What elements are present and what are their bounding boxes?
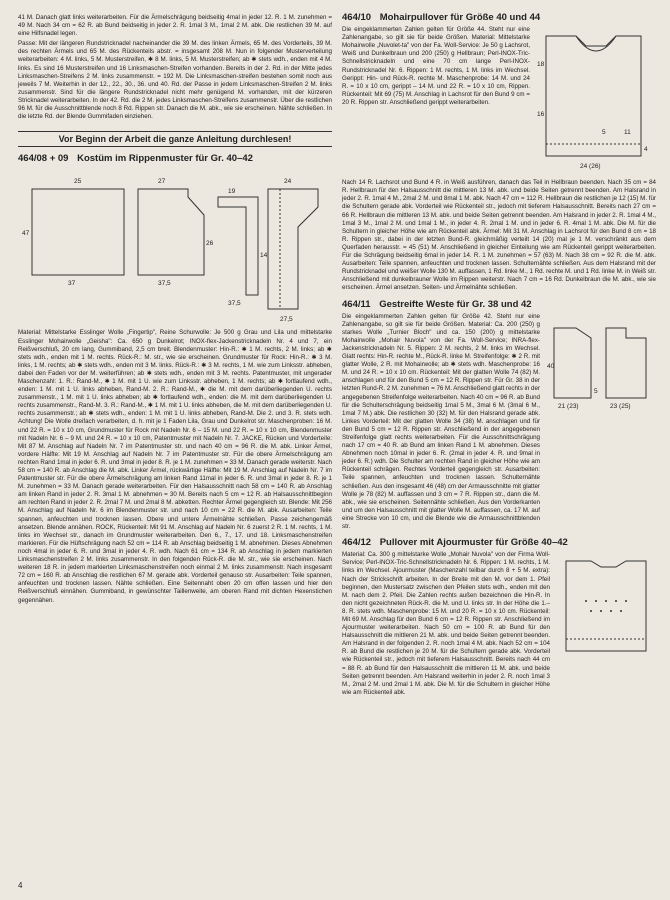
section-code: 464/11 [342, 298, 371, 310]
section-464-11-content [342, 313, 656, 532]
section-464-11-body: Die eingeklammerten Zahlen gelten für Größe 42. Steht nur eine Zahlenangabe, so gilt sie für beide Größen. Material: Ca. 200 (250) g starkes Wolle „Turnier Bloch" und ca. 150 (200) g mittelstarke Mohairwolle „Mohair Nuvola" von der Fa. Woll-Service; INRA-flex-Jackenstricknadeln Nr. 5. Rippen: 2 M. rechts, 2 M. links im Wechsel. Glatt rechts: Hin-R. rechte M., Rück-R. linke M. Streifenfolge: ✱ 2 R. mit glatter Wolle, 2 R. mit Mohairwolle; ab ✱ stets wdh. Maschenprobe: 16 M. und 24 R. = 10 x 10 cm. Rückenteil: Mit der glatten Wolle 74 (82) M. anschlagen und für den Bund 5 cm = 12 R. Rippen str. Für Gr. 38 in der letzten Rund-R. 2 M. zunehmen = 76 M. Anschließend glatt rechts in der angegebenen Streifenfolge weiterarbeiten. Nach 40 cm = 96 R. ab Bund für die Schulterschrägung beidseitig 1mal 5 M., 3mal 6 M. (3mal 6 M., 1mal 7 M.) abk. Die restlichen 30 (32) M. für den Halsrand gerade abk. Linkes Vorderteil: Mit der glatten Wolle 34 (38) M. anschlagen und für den Bund 5 cm = 12 R. Rippen str. Anschließend in der angegebenen Streifenfolge glatt rechts weiterarbeiten. Für die Ausschnittschrägung nach 17 cm = 40 R. ab Bund am linken Rand 1 M. abnehmen. Dieses Abnehmen noch 10mal in jeder 6. R. (2mal in jeder 4. R. und 9mal in jeder 6. R.) wdh. Die Schulter am rechten Rand in gleicher Höhe wie am Rückenteil schrägen. Rechtes Vorderteil gegengleich str. Ausarbeiten: Teile spannen, anfeuchten und trocknen lassen. Schulternähte schließen. Aus den insgesamt 46 (48) cm der Armausschnitte mit glatter Wolle je 78 (82) M. auffassen und 3 cm = 7 R. Rippen str., dann die M. abk., wie sie erscheinen. Seitennähte schließen. Aus den Vorderkanten und um den Halsausschnitt mit glatter Wolle M. auffassen, ca. 17 M. auf eine Strecke von 10 cm, und die Blende wie die Armausschnittblenden str. [342, 312, 540, 531]
fig2-label-0: 18 [537, 61, 545, 69]
fig1-label-10: 37,5 [228, 300, 241, 308]
section-heading-464-12 [342, 539, 656, 547]
fig3-label-1: 5 [594, 387, 598, 395]
section-heading-464-11 [342, 298, 656, 310]
fig1-label-1: 37 [68, 280, 76, 288]
pattern-diagram-ajour-pullover [556, 551, 656, 697]
section-464-12-body: Material: Ca. 300 g mittelstarke Wolle „Mohair Nuvola" von der Firma Woll-Service; Perl-INOX-Tric-Schnellstricknadeln Nr. 6. Rippen: 1 M. rechts, 1 M. links im Wechsel. Ajourmuster (Maschenzahl teilbar durch 8 + 5 M. extra): Nach der Strickschrift arbeiten. In der Breite mit den M. vor dem 1. Pfeil beginnen, den Mustersatz zwischen den Pfeilen stets wdh., enden mit den M. nach dem 2. Pfeil. Die Zahlen rechts außen bezeichnen die Hin-R. In den nicht gezeichneten Rück-R. die M. und U. links str. In der Höhe die 1.–8. R. stets wdh. Maschenprobe: 15 M. und 20 R. = 10 x 10 cm. Rückenteil: Mit 69 M. Anschlag für den Bund 6 cm = 12 R. Rippen str. Anschließend im Ajourmuster weiterarbeiten. Nach 50 cm = 100 R. ab Bund für den Halsausschnitt die mittleren 21 M. abk. und beide Seiten getrennt beenden. Am Halsrand in der folgenden 2. R. noch 1mal 4 M. abk. Nach 52 cm = 104 R. ab Bund die restlichen je 20 M. für die Schultern gerade abk. Vorderteil wie Rückenteil str., jedoch mit tieferem Halsausschnitt. Bereits nach 44 cm = 88 R. ab Bund für den Halsausschnitt die mittleren 11 M. abk. und beide Seiten getrennt beenden. Am Halsrand weiterhin in jeder 2. R. noch 1mal 3 M., 2mal 2 M. und 2mal 1 M. abk. Die M. für die Schultern in gleicher Höhe wie am Rückenteil abk. [342, 551, 550, 696]
fig1-label-0: 25 [74, 178, 82, 186]
section-code: 464/12 [342, 537, 372, 549]
fig2-label-5: 11 [624, 129, 631, 137]
section-heading-464-08 [18, 155, 332, 163]
section-title: Kostüm im Rippenmuster für Gr. 40–42 [77, 153, 253, 165]
section-heading-464-10 [342, 14, 656, 22]
section-code: 464/08 + 09 [18, 153, 69, 165]
fig1-label-5: 37,5 [158, 280, 171, 288]
fig2-label-4: 5 [602, 129, 606, 137]
fig2-label-2: 24 (26) [580, 163, 601, 171]
fig1-label-8: 24 [284, 178, 292, 186]
fig1-label-2: 47 [22, 230, 30, 238]
left-column [18, 14, 332, 605]
fig3-label-3: 23 (25) [610, 402, 631, 410]
fig1-label-3: 27 [158, 178, 166, 186]
fig1-label-6: 19 [228, 188, 236, 196]
fig1-label-9: 27,5 [280, 316, 293, 324]
fig3-label-0: 40 [547, 362, 555, 370]
fig2-label-3: 4 [644, 146, 648, 154]
section-464-12-content [342, 551, 656, 697]
fig1-label-4: 26 [206, 240, 214, 248]
pattern-diagram-pullover [536, 26, 656, 179]
page-number: 4 [18, 881, 23, 890]
section-464-08-body: Material: Mittelstarke Esslinger Wolle „Fingertip", Reine Schurwolle: Je 500 g Grau und Lila und mittelstarke Esslinger Mohairwolle „Geisha": Ca. 650 g Dunkelrot; INOX-flex-Jackenstricknadeln Nr. 4 und 7, ein Reißverschluß, 20 cm lang, Gummiband, 2,5 cm breit. Blendenmuster: Hin-R.: ✱ 1 M. rechts, 2 M. links; ab ✱ stets wdh., enden mit 1 M. rechts. Rück-R.: M. str., wie sie erscheinen. Grundmuster für Rock: Hin-R.: ✱ 3 M. links, 1 M. rechts; ab ✱ stets wdh., enden mit 3 M. links. Rück-R.: ✱ 3 M. rechts, 1 M. wie zum Linksstr. abheben, dabei den Faden vor der M. weiterführen; ab ✱ stets wdh., enden mit 3 M. rechts. Patentmuster, mit ungerader Maschenzahl: 1. R.: Rand-M., ✱ 1 M. mit 1 U. wie zum Linksstr. abheben, 1 M. rechts; ab ✱ fortlaufend wdh., enden: 1 M. mit 1 U. links abheben, Rand-M. 2. R.: Rand-M., ✱ die M. mit dem darüberliegenden U. rechts zusammenstr., 1 M. mit 1 U. links abheben; ab ✱ fortlaufend wdh., enden: die M. mit dem darüberliegenden U. rechts zusammenstr., Rand-M. 3. R.: Rand-M., ✱ 1 M. mit 1 U. links abheben, die M. mit dem darüberliegenden U. rechts zusammenstr.; ab ✱ stets wdh., enden: 1 M. mit 1 U. links abheben, Rand-M. Die 2. und 3. R. stets wdh. Achtung! Die Wolle dreifach verarbeiten, d. h. mit je 1 Faden Lila, Grau und Dunkelrot str. Maschenproben: 16 M. und 22 R. = 10 x 10 cm, Grundmuster für Rock mit Nadeln Nr. 6 – 15 M. und 22 R. = 10 x 10 cm, Blendenmuster mit Nadeln Nr. 6 – 9 M. und 24 R. = 10 x 10 cm, Patentmuster mit Nadeln Nr. 7. JACKE, Rücken und Vorderteile: Mit 87 M. Anschlag auf Nadeln Nr. 7 im Patentmuster str. und nach 40 cm = 96 R. die M. abk. Linker Ärmel, vordere Hälfte: Mit 19 M. Anschlag auf Nadeln Nr. 7 im Patentmuster str. Für die obere Ärmelschrägung am rechten Rand 1mal in jeder 6. R. und 3mal in jeder 8. R. je 1 M. zunehmen = 33 M. Danach gerade weiterstr. Nach 58 cm = 140 R. ab Anschlag die M. abk. Linker Ärmel, rückwärtige Hälfte: Mit 19 M. Anschlag auf Nadeln Nr. 7 im Patentmuster str. Für die obere Ärmelschrägung am linken Rand 11mal in jeder 6. R. und 3mal in jeder 8. R. je 1 M. zunehmen = 33 M. Danach gerade weiterarbeiten. Für den Halsausschnitt nach 58 cm = 140 R. ab Anschlag am linken Rand in jeder 2. R. 3mal 1 M. abnehmen = 30 M. Bereits nach 5 cm = 12 R. ab Halsausschnittbeginn am rechten Rand in jeder 2. R. 2mal 7 M. und 2mal 8 M. abketten. Rechter Ärmel gegengleich str. Blende: Mit 256 M. Anschlag auf Nadeln Nr. 6 im Blendenmuster str. und nach 10 cm = 22 R. die M. abk. Ausarbeiten: Teile spannen, anfeuchten und trocknen lassen. Obere und untere Ärmelnähte schließen. Passe zeichengemäß ansetzen. Blende annähen. ROCK, Rückenteil: Mit 91 M. Anschlag auf Nadeln Nr. 6 zuerst 2 R. 1 M. rechts, 1 M. links im Wechsel str., danach im Grundmuster weiterarbeiten. Den 6., 7., 17. und 18. Linksmaschenstreifen markieren. Für die Hüftschrägung nach 52 cm = 114 R. ab Anschlag beidseitig 1 M. abnehmen. Dieses Abnehmen noch 4mal in jeder 6. R. und 3mal in jeder 4. R. wdh. Nach 61 cm = 134 R. ab Anschlag in jedem markierten Linksmaschenstreifen 2 M. links zusammenstr. In den folgenden Rück-R. die M. str., wie sie erscheinen. Nach weiteren 18 R. in jedem markierten Linksmaschenstreifen noch einmal 2 M. links zusammenstr. Nach insgesamt 72 cm = 160 R. ab Anschlag die restlichen 67 M. gerade abk. Vorderteil genauso str. Ausarbeiten: Teile spannen, anfeuchten und trocknen lassen. Nähte schließen. Eine Seitennaht oben 20 cm offen lassen und hier den Reißverschluß einnähen. Gummiband, in gewünschter Taillenweite, am oberen Rand mit dichten Hexenstichen gegennähen. [18, 329, 332, 604]
fig1-label-7: 14 [260, 252, 268, 260]
passe-paragraph: Passe: Mit der längeren Rundstricknadel nacheinander die 39 M. des linken Ärmels, 65 M. des Vorderteils, 39 M. des rechten Ärmels und 65 M. des Rückenteils abstr. = insgesamt 208 M. Nun in folgender Musterverteilung weiterarbeiten: 4 M. links, 5 M. Musterstreifen, ✱ 8 M. links, 5 M. Musterstreifen; ab ✱ stets wdh., enden mit 4 M. links. Es sind 16 Musterstreifen und 16 Linksmaschen-Streifen vorhanden. Bereits in der 2. Rd. in der Mitte jedes Linksmaschen-Streifens 2 M. links zusammenstr. = 192 M. Die Linksmaschen-streifen bestehen somit noch aus jeweils 7 M. Weiterhin in der 12., 22., 30., 36. und 40. Rd. der Passe in jedem Linksmaschen-Streifen 2 M. links zusammenstr. Sind für die längere Rundstricknadel nicht mehr genügend M. vorhanden, mit der kürzeren Stricknadel weiterarbeiten. In der 42. Rd. die 2 M. jedes Linksmaschen-Streifens zusammenstr. Über die restlichen 96 M. für die Ausschnittblende noch 8 Rd. Rippen str. Danach die M. abk., wie sie erscheinen. Nähte schließen. In die letzte Rd. der Blende Gummifaden einziehen. [18, 40, 332, 121]
pattern-diagram-vest [546, 313, 656, 532]
intro-paragraph: 41 M. Danach glatt links weiterarbeiten. Für die Ärmelschrägung beidseitig 4mal in jeder 12. R. 1 M. zunehmen = 49 M. Nach 34 cm = 62 R. ab Bund beidseitig in jeder 2. R. 1mal 3 M., 1mal 2 M. abk. Die restlichen 39 M. auf eine Hilfsnadel legen. [18, 14, 332, 38]
fig3-label-2: 21 (23) [558, 402, 579, 410]
fig2-label-1: 16 [537, 111, 545, 119]
section-464-10-body: Nach 14 R. Lachsrot und Bund 4 R. in Weiß ausführen, danach das Teil in Hellbraun beenden. Nach 35 cm = 84 R. Hellbraun für den Halsausschnitt die mittleren 13 M. abk. und beide Seiten getrennt beenden. Am Halsrand in jeder 2. R. 1mal 4 M., 2mal 2 M. und 8mal 1 M. abk. Nach 47 cm = 112 R. Hellbraun die restlichen je 12 (15) M. für die Schultern gerade abk. Vorderteil wie Rückenteil str., jedoch mit tieferem Halsausschnitt. Bereits nach 27 cm = 66 R. Hellbraun die mittleren 13 M. abk. und beide Seiten getrennt beenden. Am Halsrand in jeder 2. R. 1mal 4 M., 1mal 3 M., 1mal 2 M. und 1mal 1 M., in jeder 4. R. 2mal 1 M. und in jeder 6. R. 4mal 1 M. abk. Die M. für die Schultern in gleicher Höhe wie am Rückenteil abk. Ärmel: Mit 31 M. Anschlag in Lachsrot für den Bund 8 cm = 18 R. Rippen str., dabei in der letzten Bund-R. gleichmäßig verteilt 14 (20) mal je 1 M. verschränkt aus dem Querfaden herausstr. = 45 (51) M. Anschließend in gleicher Einteilung wie am Rückenteil gerippt weiterarbeiten. Für die Schrägung beidseitig 6mal in jeder 14. R. 1 M. zunehmen = 57 (63) M. Nach 38 cm = 92 R. die M. abk. Ausarbeiten: Teile spannen, anfeuchten und trocknen lassen. Schulternähte schließen. Aus dem Halsrand mit der Rundstricknadel und weißer Wolle 130 M. auffassen, 1 Rd. linke M., 1 Rd. rechte M. und 1 Rd. linke M. in Weiß str. Anschließend mit dunkelbrauner Wolle im Rippen weiterstr. Nach 7 cm = 16 Rd. Dunkelbraun die M. abk., wie sie erscheinen. Ärmel ansetzen. Seiten- und Ärmelnähte schließen. [342, 179, 656, 292]
section-464-10-top [342, 26, 656, 179]
section-code: 464/10 [342, 12, 372, 23]
section-title: Mohairpullover für Größe 40 und 44 [379, 12, 541, 23]
pattern-diagram-jacket-skirt [18, 167, 332, 325]
section-title: Gestreifte Weste für Gr. 38 und 42 [379, 298, 532, 310]
instruction-banner: Vor Beginn der Arbeit die ganze Anleitung durchlesen! [18, 131, 332, 147]
right-column [342, 14, 656, 697]
section-title: Pullover mit Ajourmuster für Größe 40–42 [379, 537, 568, 549]
section-464-10-intro: Die eingeklammerten Zahlen gelten für Größe 44. Steht nur eine Zahlenangabe, so gilt sie für beide Größen. Material: Mittelstarke Mohairwolle „Nuvolet-ta" von der Fa. Woll-Service: Je 50 g Lachsrot, Weiß und Dunkelbraun und 200 (250) g Hellbraun; Perl-INOX-Tric-Schnellstricknadeln und eine 70 cm lange Perl-INOX-Rundstricknadel Nr. 6. Rippen: 1 M. rechts, 1 M. links im Wechsel. Gerippt: Hin- und Rück-R. rechte M. Maschenprobe: 14 M. und 24 R. = 10 x 10 cm, gerippt – 14 M. und 22 R. = 10 x 10 cm, Rippen. Rückenteil: Mit 69 (75) M. Anschlag in Lachsrot für den Bund 9 cm = 20 R. Rippen str. Anschließend gerippt weiterarbeiten. [342, 26, 530, 106]
